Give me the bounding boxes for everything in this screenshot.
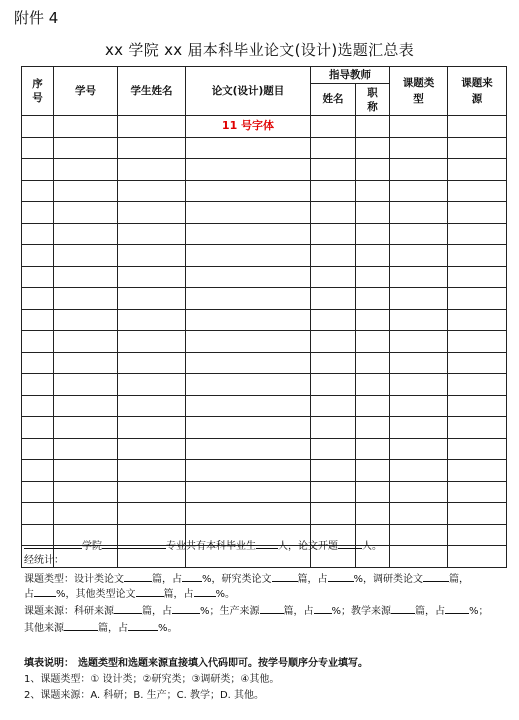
type-stats-line-2: 占 %，其他类型论文 篇，占 %。 <box>24 586 235 601</box>
cell[interactable] <box>356 352 390 374</box>
source-stats-line-2: 其他来源 篇，占 %。 <box>24 620 178 635</box>
blank-design-count[interactable] <box>124 571 152 582</box>
cell[interactable] <box>54 331 118 353</box>
cell[interactable] <box>390 116 448 138</box>
cell[interactable] <box>390 374 448 396</box>
cell[interactable] <box>311 116 356 138</box>
cell[interactable] <box>54 352 118 374</box>
cell[interactable] <box>390 417 448 439</box>
cell[interactable] <box>186 481 311 503</box>
cell[interactable] <box>186 331 311 353</box>
cell[interactable] <box>390 546 448 568</box>
cell[interactable] <box>22 223 54 245</box>
blank-production-count[interactable] <box>260 603 284 614</box>
table-row <box>22 180 507 202</box>
cell[interactable] <box>356 116 390 138</box>
cell[interactable] <box>186 374 311 396</box>
cell[interactable] <box>22 266 54 288</box>
cell[interactable] <box>356 309 390 331</box>
cell[interactable] <box>448 546 507 568</box>
cell[interactable] <box>356 180 390 202</box>
table-row <box>22 352 507 374</box>
cell[interactable] <box>54 202 118 224</box>
cell[interactable] <box>22 503 54 525</box>
cell[interactable] <box>186 202 311 224</box>
cell[interactable] <box>311 438 356 460</box>
header-seq: 序号 <box>22 67 54 116</box>
header-topic-type: 课题类型 <box>390 67 448 116</box>
cell[interactable] <box>186 245 311 267</box>
cell[interactable] <box>186 438 311 460</box>
cell[interactable] <box>311 417 356 439</box>
cell[interactable] <box>54 180 118 202</box>
cell[interactable] <box>448 116 507 138</box>
table-row <box>22 137 507 159</box>
cell[interactable] <box>448 352 507 374</box>
attachment-label: 附件 4 <box>14 9 59 27</box>
summary-line: 学院 专业共有本科毕业生 人，论文开题 人。 <box>24 538 382 553</box>
cell-font-note[interactable] <box>186 116 311 138</box>
cell[interactable] <box>356 288 390 310</box>
header-topic: 论文(设计)题目 <box>186 67 311 116</box>
cell[interactable] <box>448 481 507 503</box>
cell[interactable] <box>448 374 507 396</box>
cell[interactable] <box>118 481 186 503</box>
cell[interactable] <box>311 374 356 396</box>
blank-other-source-count[interactable] <box>64 620 98 631</box>
cell[interactable] <box>186 417 311 439</box>
blank-research-source-pct[interactable] <box>172 603 200 614</box>
cell[interactable] <box>118 137 186 159</box>
blank-proposals[interactable] <box>338 538 362 549</box>
cell[interactable] <box>22 245 54 267</box>
cell[interactable] <box>356 395 390 417</box>
cell[interactable] <box>390 245 448 267</box>
table-row <box>22 395 507 417</box>
cell[interactable] <box>356 266 390 288</box>
cell[interactable] <box>118 503 186 525</box>
cell[interactable] <box>356 481 390 503</box>
cell[interactable] <box>311 223 356 245</box>
cell[interactable] <box>448 202 507 224</box>
cell[interactable] <box>118 202 186 224</box>
cell[interactable] <box>54 137 118 159</box>
cell[interactable] <box>448 331 507 353</box>
cell[interactable] <box>390 460 448 482</box>
cell[interactable] <box>22 159 54 181</box>
cell[interactable] <box>22 309 54 331</box>
stats-label: 经统计： <box>24 555 64 566</box>
cell[interactable] <box>390 395 448 417</box>
source-code-list: 2、课题来源：A. 科研；B. 生产；C. 教学；D. 其他。 <box>24 690 264 701</box>
cell[interactable] <box>356 417 390 439</box>
blank-major[interactable] <box>102 538 166 549</box>
cell[interactable] <box>118 331 186 353</box>
cell[interactable] <box>311 245 356 267</box>
cell[interactable] <box>390 524 448 546</box>
cell[interactable] <box>118 352 186 374</box>
cell[interactable] <box>356 460 390 482</box>
cell[interactable] <box>22 137 54 159</box>
cell[interactable] <box>186 352 311 374</box>
summary-table <box>21 66 507 568</box>
cell[interactable] <box>356 245 390 267</box>
table-row <box>22 417 507 439</box>
cell[interactable] <box>356 137 390 159</box>
cell[interactable] <box>448 460 507 482</box>
cell[interactable] <box>311 266 356 288</box>
cell[interactable] <box>22 395 54 417</box>
table-row <box>22 438 507 460</box>
cell[interactable] <box>390 137 448 159</box>
blank-graduates[interactable] <box>256 538 278 549</box>
table-row <box>22 223 507 245</box>
cell[interactable] <box>448 266 507 288</box>
cell[interactable] <box>118 116 186 138</box>
table-row <box>22 159 507 181</box>
cell[interactable] <box>118 438 186 460</box>
cell[interactable] <box>22 481 54 503</box>
cell[interactable] <box>54 460 118 482</box>
cell[interactable] <box>22 438 54 460</box>
cell[interactable] <box>448 223 507 245</box>
cell[interactable] <box>118 460 186 482</box>
cell[interactable] <box>448 288 507 310</box>
table-row <box>22 245 507 267</box>
cell[interactable] <box>311 352 356 374</box>
cell[interactable] <box>186 223 311 245</box>
cell[interactable] <box>311 159 356 181</box>
cell[interactable] <box>186 180 311 202</box>
header-student-id: 学号 <box>54 67 118 116</box>
cell[interactable] <box>54 159 118 181</box>
header-topic-source: 课题来源 <box>448 67 507 116</box>
cell[interactable] <box>54 374 118 396</box>
cell[interactable] <box>22 331 54 353</box>
cell[interactable] <box>448 417 507 439</box>
cell[interactable] <box>118 395 186 417</box>
cell[interactable] <box>448 524 507 546</box>
header-advisor-name: 姓名 <box>311 84 356 116</box>
cell[interactable] <box>54 288 118 310</box>
cell[interactable] <box>448 180 507 202</box>
cell[interactable] <box>390 352 448 374</box>
cell[interactable] <box>311 137 356 159</box>
table-row <box>22 202 507 224</box>
cell[interactable] <box>390 503 448 525</box>
blank-design-pct[interactable] <box>182 571 202 582</box>
cell[interactable] <box>356 223 390 245</box>
cell[interactable] <box>118 245 186 267</box>
cell[interactable] <box>356 438 390 460</box>
cell[interactable] <box>186 288 311 310</box>
page-title: xx 学院 xx 届本科毕业论文(设计)选题汇总表 <box>104 41 415 59</box>
cell[interactable] <box>311 460 356 482</box>
cell[interactable] <box>118 223 186 245</box>
cell[interactable] <box>54 309 118 331</box>
cell[interactable] <box>390 159 448 181</box>
cell[interactable] <box>390 202 448 224</box>
cell[interactable] <box>311 288 356 310</box>
cell[interactable] <box>390 288 448 310</box>
source-stats-line: 课题来源：科研来源 篇，占 %；生产来源 篇，占 %；教学来源 篇，占 %； <box>24 603 489 618</box>
blank-research-source-count[interactable] <box>114 603 142 614</box>
cell[interactable] <box>311 309 356 331</box>
cell[interactable] <box>448 159 507 181</box>
cell[interactable] <box>118 417 186 439</box>
blank-college[interactable] <box>24 538 82 549</box>
cell[interactable] <box>448 503 507 525</box>
cell[interactable] <box>390 481 448 503</box>
blank-teaching-count[interactable] <box>391 603 415 614</box>
cell[interactable] <box>118 374 186 396</box>
cell[interactable] <box>54 223 118 245</box>
header-advisor: 指导教师 <box>311 67 390 84</box>
cell[interactable] <box>356 503 390 525</box>
blank-research-pct[interactable] <box>328 571 354 582</box>
cell[interactable] <box>54 116 118 138</box>
blank-research-count[interactable] <box>272 571 298 582</box>
header-advisor-title: 职称 <box>356 84 390 116</box>
header-student-name: 学生姓名 <box>118 67 186 116</box>
cell[interactable] <box>448 309 507 331</box>
cell[interactable] <box>311 395 356 417</box>
cell[interactable] <box>54 395 118 417</box>
cell[interactable] <box>390 266 448 288</box>
cell[interactable] <box>54 481 118 503</box>
cell[interactable] <box>22 116 54 138</box>
table-row <box>22 309 507 331</box>
cell[interactable] <box>311 503 356 525</box>
cell[interactable] <box>390 331 448 353</box>
blank-other-type-count[interactable] <box>136 586 164 597</box>
fill-instructions: 填表说明： 选题类型和选题来源直接填入代码即可。按学号顺序分专业填写。 <box>24 658 368 669</box>
cell[interactable] <box>448 137 507 159</box>
cell[interactable] <box>186 309 311 331</box>
table-row <box>22 266 507 288</box>
cell[interactable] <box>186 460 311 482</box>
table-row <box>22 331 507 353</box>
cell[interactable] <box>311 481 356 503</box>
blank-other-type-pct[interactable] <box>194 586 216 597</box>
cell[interactable] <box>22 180 54 202</box>
blank-teaching-pct[interactable] <box>445 603 469 614</box>
cell[interactable] <box>186 137 311 159</box>
table-row <box>22 460 507 482</box>
cell[interactable] <box>54 438 118 460</box>
cell[interactable] <box>54 503 118 525</box>
cell[interactable] <box>22 460 54 482</box>
cell[interactable] <box>118 266 186 288</box>
blank-production-pct[interactable] <box>314 603 332 614</box>
cell[interactable] <box>390 309 448 331</box>
blank-survey-count[interactable] <box>423 571 449 582</box>
cell[interactable] <box>22 374 54 396</box>
cell[interactable] <box>22 417 54 439</box>
cell[interactable] <box>118 288 186 310</box>
cell[interactable] <box>390 223 448 245</box>
cell[interactable] <box>390 180 448 202</box>
font-size-note: 11 号字体 <box>221 119 275 133</box>
table-row <box>22 116 507 138</box>
cell[interactable] <box>22 202 54 224</box>
type-stats-line: 课题类型：设计类论文 篇，占 %，研究类论文 篇，占 %，调研类论文 篇， <box>24 571 469 586</box>
cell[interactable] <box>311 331 356 353</box>
table-row <box>22 374 507 396</box>
cell[interactable] <box>54 245 118 267</box>
cell[interactable] <box>356 159 390 181</box>
blank-survey-pct[interactable] <box>34 586 56 597</box>
cell[interactable] <box>186 159 311 181</box>
table-row <box>22 481 507 503</box>
blank-other-source-pct[interactable] <box>128 620 158 631</box>
cell[interactable] <box>54 266 118 288</box>
cell[interactable] <box>22 352 54 374</box>
cell[interactable] <box>311 202 356 224</box>
table-row <box>22 503 507 525</box>
cell[interactable] <box>448 245 507 267</box>
cell[interactable] <box>186 503 311 525</box>
type-code-list: 1、课题类型：① 设计类；②研究类；③调研类；④其他。 <box>24 674 280 685</box>
cell[interactable] <box>22 288 54 310</box>
cell[interactable] <box>118 180 186 202</box>
cell[interactable] <box>448 438 507 460</box>
cell[interactable] <box>390 438 448 460</box>
cell[interactable] <box>186 266 311 288</box>
cell[interactable] <box>356 202 390 224</box>
cell[interactable] <box>448 395 507 417</box>
cell[interactable] <box>186 395 311 417</box>
table-row <box>22 288 507 310</box>
cell[interactable] <box>311 180 356 202</box>
cell[interactable] <box>356 331 390 353</box>
cell[interactable] <box>54 417 118 439</box>
cell[interactable] <box>118 309 186 331</box>
cell[interactable] <box>118 159 186 181</box>
cell[interactable] <box>356 374 390 396</box>
